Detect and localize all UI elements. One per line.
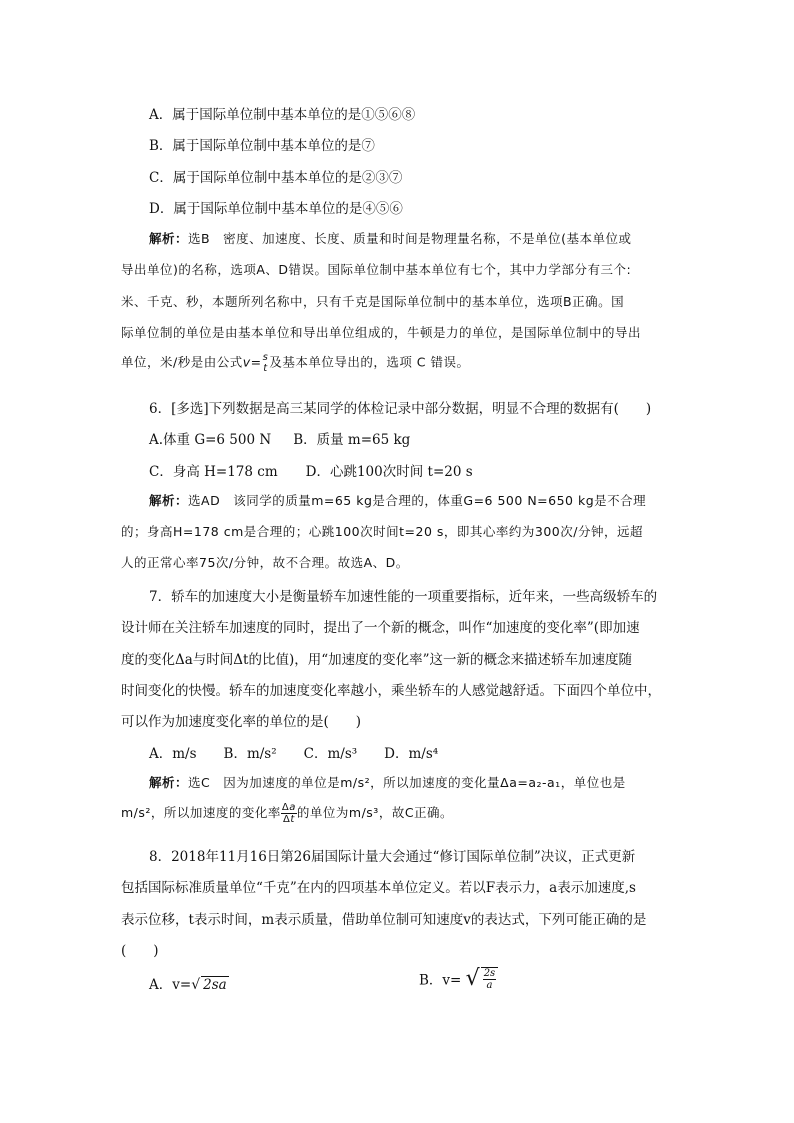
q5-option-b: B．属于国际单位制中基本单位的是⑦ [149, 138, 375, 154]
q6-stem: 6．[多选]下列数据是高三某同学的体检记录中部分数据，明显不合理的数据有( ) [149, 401, 652, 417]
q7-stem-line-5: 可以作为加速度变化率的单位的是( ) [121, 714, 362, 730]
q7-analysis-line-2 [121, 802, 453, 825]
q6-option-a: A.体重 G=6 500 N [149, 432, 272, 448]
q7-analysis-text-2b: 的单位为m/s³，故C正确。 [296, 805, 454, 820]
q5-analysis-text-1: 选B 密度、加速度、长度、质量和时间是物理量名称，不是单位(基本单位或 [188, 231, 632, 246]
q7-stem-line-3: 度的变化Δa与时间Δt的比值)，用“加速度的变化率”这一新的概念来描述轿车加速度随 [121, 652, 633, 668]
sqrt-icon: √ [191, 977, 201, 993]
q5-option-d: D．属于国际单位制中基本单位的是④⑤⑥ [149, 201, 403, 217]
q7-stem-line-1: 7．轿车的加速度大小是衡量轿车加速性能的一项重要指标，近年来，一些高级轿车的 [149, 589, 658, 605]
formula-s-over-t: s t [262, 352, 269, 374]
q5-analysis-line-2: 导出单位)的名称，选项A、D错误。国际单位制中基本单位有七个，其中力学部分有三个: [121, 262, 632, 277]
q5-analysis-text-5b: 及基本单位导出的，选项 C 错误。 [269, 354, 470, 370]
q6-option-c: C．身高 H=178 cm [149, 464, 278, 480]
q8-option-a [149, 973, 229, 993]
q8-option-b-label: B．v= [419, 972, 462, 989]
q6-option-b: B．质量 m=65 kg [293, 432, 411, 448]
q6-options-row-1 [149, 428, 410, 448]
q7-stem-line-4: 时间变化的快慢。轿车的加速度变化率越小，乘坐轿车的人感觉越舒适。下面四个单位中， [121, 683, 661, 699]
q8-option-b-fraction: $\frac{2s}{a}$ [483, 967, 496, 991]
q6-analysis-text-1: 选AD 该同学的质量m=65 kg是合理的，体重G=6 500 N=650 kg是不合理 [188, 493, 647, 508]
q8-option-a-label: A．v= [149, 977, 192, 993]
q8-option-b-root [466, 966, 499, 991]
q5-option-c: C．属于国际单位制中基本单位的是②③⑦ [149, 170, 403, 186]
q8-stem-line-1: 8．2018年11月16日第26届国际计量大会通过“修订国际单位制”决议，正式更新 [149, 849, 636, 865]
q5-option-a: A．属于国际单位制中基本单位的是①⑤⑥⑧ [149, 107, 416, 123]
analysis-label: 解析： [149, 231, 189, 246]
q7-stem-line-2: 设计师在关注轿车加速度的同时，提出了一个新的概念，叫作“加速度的变化率”(即加速 [121, 620, 640, 636]
q8-option-b [419, 966, 498, 991]
q6-analysis-line-1 [149, 491, 646, 509]
q6-option-d: D．心跳100次时间 t=20 s [305, 464, 473, 480]
sqrt-icon: √ [465, 966, 480, 991]
formula-delta-a-over-delta-t: $\frac{\Delta a}{\Delta t}$ [281, 802, 296, 825]
q6-analysis-line-2: 的；身高H=178 cm是合理的；心跳100次时间t=20 s，即其心率约为300次/分钟，远超 [121, 524, 643, 539]
q5-analysis-line-1 [149, 229, 631, 247]
q8-stem-line-3: 表示位移，t表示时间，m表示质量，借助单位制可知速度v的表达式，下列可能正确的是 [121, 912, 647, 928]
q5-analysis-line-5: 单位，米/秒是由公式v= s t 及基本单位导出的，选项 C 错误。 [121, 352, 470, 374]
q7-options: A．m/s B．m/s² C．m/s³ D．m/s⁴ [149, 746, 439, 762]
q8-stem-line-4: ( ) [121, 943, 159, 959]
q8-option-a-radicand: 2sa [203, 977, 227, 993]
analysis-label: 解析： [149, 493, 189, 508]
q7-analysis-line-1 [149, 773, 626, 791]
q6-options-row-2 [149, 460, 473, 480]
q8-stem-line-2: 包括国际标准质量单位“千克”在内的四项基本单位定义。若以F表示力，a表示加速度,s [121, 880, 636, 896]
analysis-label: 解析： [149, 775, 189, 790]
q7-analysis-text-2a: m/s²，所以加速度的变化率 [121, 805, 281, 820]
q6-analysis-line-3: 人的正常心率75次/分钟，故不合理。故选A、D。 [121, 555, 409, 570]
q5-analysis-line-3: 米、千克、秒，本题所列名称中，只有千克是国际单位制中的基本单位，选项B正确。国 [121, 294, 625, 309]
q5-analysis-text-5a: 单位，米/秒是由公式 [121, 354, 243, 370]
q5-analysis-line-4: 际单位制的单位是由基本单位和导出单位组成的，牛顿是力的单位，是国际单位制中的导出 [121, 325, 642, 340]
q7-analysis-text-1: 选C 因为加速度的单位是m/s²，所以加速度的变化量Δa=a₂-a₁，单位也是 [188, 775, 626, 790]
